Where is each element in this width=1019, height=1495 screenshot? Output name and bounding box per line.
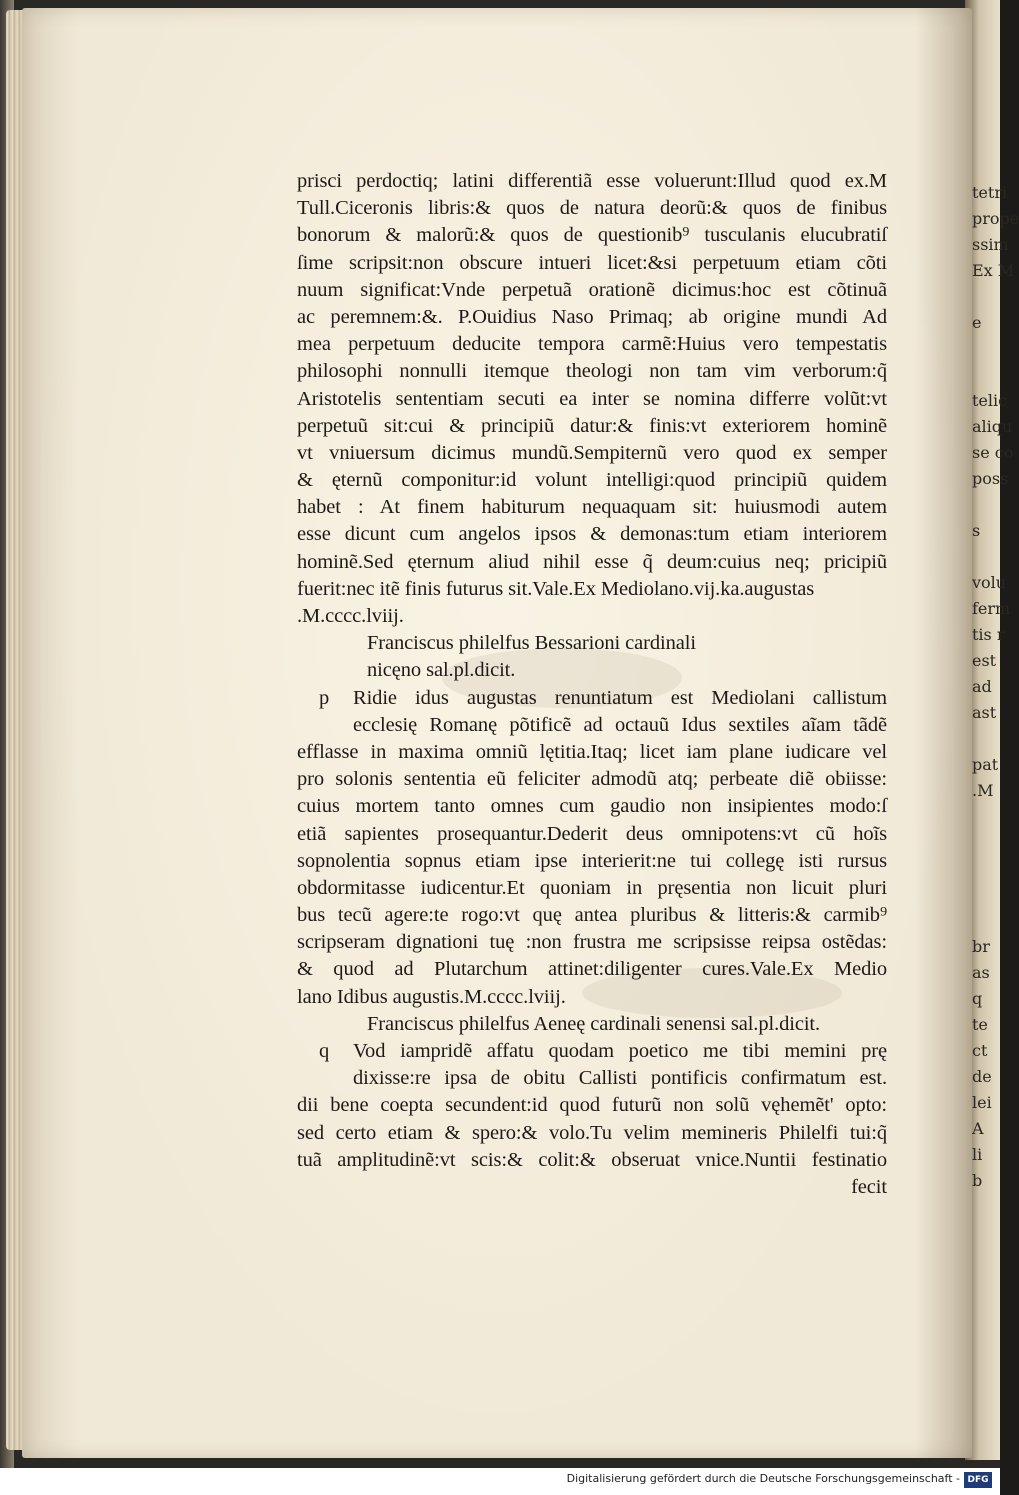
adjacent-text-fragment <box>972 336 1002 362</box>
adjacent-text-fragment: tis r <box>972 625 1005 644</box>
text-line: bonorum & malorũ:& quos de questionib⁹ tusculanis elucubratiſ <box>297 224 887 247</box>
text-line: vt vniuersum dicimus mundũ.Sempiternũ vero quod ex semper <box>297 441 887 464</box>
text-line-body: cuius mortem tanto omnes cum gaudio non insipientes modo:ſ <box>297 795 887 818</box>
dfg-logo: DFG <box>964 1472 992 1488</box>
adjacent-text-fragment: A <box>972 1119 984 1138</box>
adjacent-text-fragment <box>972 882 1002 908</box>
text-line <box>297 793 887 820</box>
adjacent-text-fragment: se co <box>972 443 1014 462</box>
adjacent-text-fragment: volu <box>972 573 1007 592</box>
adjacent-text-fragment: as <box>972 963 990 982</box>
text-line-body: lano Idibus augustis.M.cccc.lviij. <box>297 985 566 1008</box>
text-line <box>297 1120 887 1147</box>
text-line-body: efflasse in maxima omniũ lętitia.Itaq; licet iam plane iudicare vel <box>297 740 887 763</box>
text-line-body: Vod iampridẽ affatu quodam poetico me tibi memini prę <box>353 1040 887 1062</box>
text-line: philosophi nonnulli itemque theologi non tam vim verborum:q̃ <box>297 360 887 383</box>
text-line-body: sed certo etiam & spero:& volo.Tu velim memineris Philelfi tui:q̃ <box>297 1121 887 1144</box>
text-line-body: sopnolentia sopnus etiam ipse interierit:ne tui collegę isti rursus <box>297 849 887 872</box>
adjacent-text-fragment: s <box>972 521 981 540</box>
text-line <box>297 848 887 875</box>
text-line: & ęternũ componitur:id volunt intelligi:quod principiũ quidem <box>297 469 887 492</box>
adjacent-text-fragment <box>972 830 1002 856</box>
text-line: habet : At finem habiturum nequaquam sit: huiusmodi autem <box>297 496 887 519</box>
text-line <box>297 739 887 766</box>
footer-bar <box>0 1468 1000 1495</box>
text-line: hominẽ.Sed ęternum aliud nihil esse q̃ deum:cuius neq; pricipiũ <box>297 550 887 573</box>
text-line <box>297 984 887 1011</box>
text-line <box>297 685 887 712</box>
text-line-body: & quod ad Plutarchum attinet:diligenter cures.Vale.Ex Medio <box>297 958 887 981</box>
text-line: .M.cccc.lviij. <box>297 605 404 627</box>
initial-guide-letter <box>297 712 353 739</box>
adjacent-text-fragment <box>972 362 1002 388</box>
text-line <box>297 1065 887 1092</box>
text-line <box>297 902 887 929</box>
text-line <box>297 956 887 983</box>
adjacent-text-fragment <box>972 544 1002 570</box>
adjacent-text-fragment: q <box>972 989 983 1008</box>
text-line-body: obdormitasse iudicentur.Et quoniam in pręsentia non licuit pluri <box>297 876 887 899</box>
text-line: Aristotelis sententiam secuti ea inter se nomina differre volũt:vt <box>297 387 887 410</box>
adjacent-text-fragment: e <box>972 313 982 332</box>
adjacent-text-fragment <box>972 492 1002 518</box>
text-line-body: pro solonis sententia eũ feliciter admodũ atq; perbeate diẽ obiisse: <box>297 768 887 791</box>
text-line: esse dicunt cum angelos ipsos & demonas:tum etiam interiorem <box>297 523 887 546</box>
text-line-body: dixisse:re ipsa de obitu Callisti pontificis confirmatum est. <box>353 1067 887 1090</box>
adjacent-text-fragment: b <box>972 1171 983 1190</box>
text-line: perpetuũ sit:cui & principiũ datur:& finis:vt exteriorem hominẽ <box>297 414 887 437</box>
text-line-body: scripseram dignationi tuę :non frustra me scripsisse reipsa ostẽdas: <box>297 931 887 954</box>
adjacent-text-fragment <box>972 726 1002 752</box>
text-line-body: tuã amplitudinẽ:vt scis:& colit:& obseruat vnice.Nuntii festinatio <box>297 1148 887 1171</box>
text-line: nuum significat:Vnde perpetuã orationẽ dicimus:hoc est cõtinuã <box>297 278 887 301</box>
text-line: fuerit:nec itẽ finis futurus sit.Vale.Ex Mediolano.vij.ka.augustas <box>297 577 815 600</box>
text-line <box>297 766 887 793</box>
funding-notice: Digitalisierung gefördert durch die Deutsche Forschungsgemeinschaft - <box>566 1472 960 1485</box>
letter-1-heading-line-1: Franciscus philelfus Bessarioni cardinali <box>367 632 696 655</box>
text-line <box>297 929 887 956</box>
text-line: prisci perdoctiq; latini differentiã esse voluerunt:Illud quod ex.M <box>297 170 887 192</box>
adjacent-text-fragment: ferm <box>972 599 1011 618</box>
text-line: ſime scripsit:non obscure intueri licet:&si perpetuum etiam cõti <box>297 251 887 274</box>
text-line <box>297 1038 887 1065</box>
catchword: fecit <box>851 1175 887 1198</box>
letter-1-heading-line-2: nicęno sal.pl.dicit. <box>367 659 516 682</box>
adjacent-text-fragment: li <box>972 1145 983 1164</box>
adjacent-text-fragment: ad <box>972 677 992 696</box>
text-line <box>297 875 887 902</box>
adjacent-text-fragment: de <box>972 1067 992 1086</box>
adjacent-text-fragment: poss <box>972 469 1009 488</box>
text-line-body: etiã sapientes prosequantur.Dederit deus omnipotens:vt cũ hoĩs <box>297 822 887 845</box>
text-line <box>297 1092 887 1119</box>
letter-2-heading: Franciscus philelfus Aeneę cardinali senensi sal.pl.dicit. <box>367 1012 821 1035</box>
text-line <box>297 712 887 739</box>
adjacent-text-fragment: br <box>972 937 990 956</box>
text-line-body: dii bene coepta secundent:id quod futurũ non solũ vęhemẽt' opto: <box>297 1094 887 1117</box>
text-line-body: bus tecũ agere:te rogo:vt quę antea pluribus & litteris:& carmib⁹ <box>297 904 887 927</box>
adjacent-text-fragment: lei <box>972 1093 992 1112</box>
text-line: mea perpetuum deducite tempora carmẽ:Huius vero tempestatis <box>297 333 887 356</box>
adjacent-text-fragment: tetri <box>972 183 1008 202</box>
adjacent-text-fragment <box>972 908 1002 934</box>
letter-2-body <box>297 1038 887 1174</box>
text-line <box>297 1147 887 1174</box>
adjacent-text-fragment: .M <box>972 781 994 800</box>
adjacent-text-fragment <box>972 856 1002 882</box>
text-line-body: Ridie idus augustas renuntiatum est Mediolani callistum <box>353 686 887 709</box>
letter-0-body <box>297 168 887 630</box>
initial-guide-letter <box>297 1065 353 1092</box>
adjacent-text-fragment: ast <box>972 703 997 722</box>
adjacent-text-fragment: aliqu <box>972 417 1013 436</box>
adjacent-text-fragment: Ex M <box>972 261 1015 280</box>
text-line <box>297 821 887 848</box>
adjacent-text-fragment <box>972 284 1002 310</box>
initial-guide-letter: p <box>319 686 330 709</box>
adjacent-text-fragment: prope <box>972 209 1019 228</box>
adjacent-text-fragment: pat <box>972 755 999 774</box>
main-text-block <box>297 168 887 1201</box>
text-line: Tull.Ciceronis libris:& quos de natura deorũ:& quos de finibus <box>297 197 887 220</box>
text-line-body: ecclesię Romanę põtificẽ ad octauũ Idus sextiles aĩam tãdẽ <box>353 713 887 736</box>
letter-1-body <box>297 685 887 1011</box>
adjacent-text-fragment: te <box>972 1015 988 1034</box>
adjacent-text-fragment <box>972 804 1002 830</box>
adjacent-page-text <box>972 180 1019 1194</box>
adjacent-text-fragment: telic <box>972 391 1008 410</box>
adjacent-text-fragment: ct <box>972 1041 988 1060</box>
initial-guide-letter: q <box>319 1040 330 1062</box>
text-line: ac peremnem:&. P.Ouidius Naso Primaq; ab origine mundi Ad <box>297 305 887 328</box>
adjacent-text-fragment: ssim <box>972 235 1009 254</box>
adjacent-text-fragment: est <box>972 651 997 670</box>
